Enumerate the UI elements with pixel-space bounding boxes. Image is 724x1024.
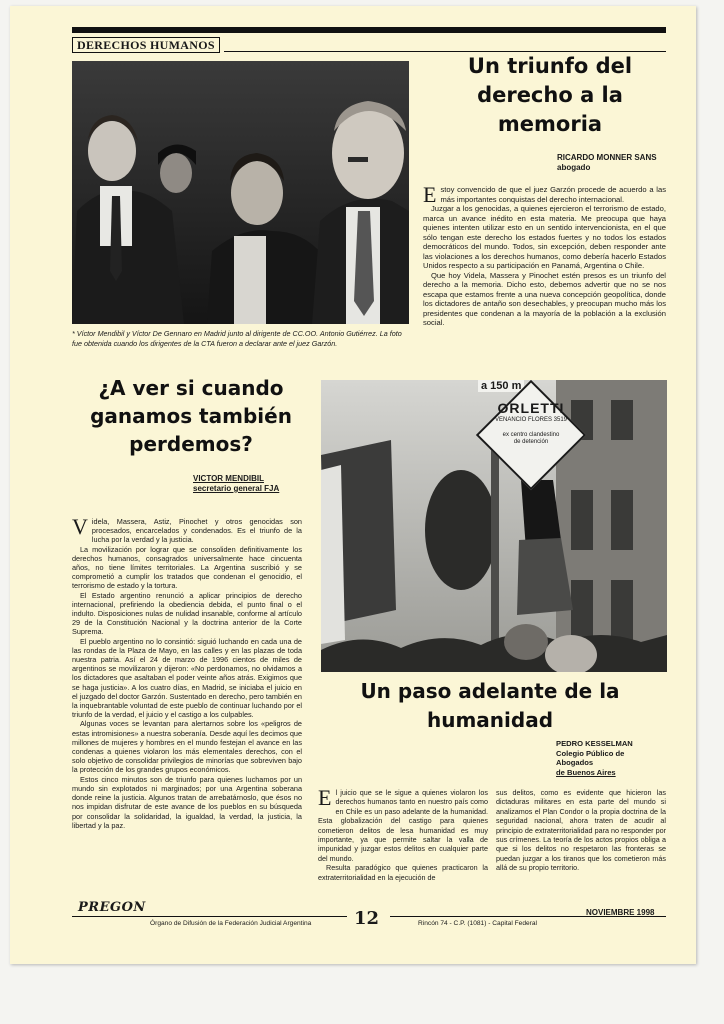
article2-byline	[193, 474, 313, 494]
footer-rule-left	[72, 916, 347, 917]
article2-author-role: secretario general FJA	[193, 484, 280, 493]
photo-caption: * Víctor Mendibil y Víctor De Gennaro en Madrid junto al dirigente de CC.OO. Antonio Gutiérrez. La foto fue obtenida cuando los dirigentes de la CTA fueron a declarar ante el juez Garzón.	[72, 329, 402, 348]
article1-title: Un triunfo del derecho a la memoria	[467, 54, 633, 136]
article3-col2	[496, 788, 666, 873]
article3-author-line: Abogados	[556, 758, 594, 767]
article3-paragraph: l juicio que se le sigue a quienes violaron los derechos humanos tanto en nuestro país como en Chile es un paso adelante de la humanidad. Esta globalización del castigo para quienes cometieron delitos de lesa humanidad es muy importante, ya que permite saltar la valla de impunidad y juzgar estos delitos en cualquier parte del mundo.	[318, 788, 488, 863]
orletti-sign	[476, 380, 586, 476]
photo-orletti	[321, 380, 667, 672]
top-rule	[72, 27, 666, 33]
footer-organ: Órgano de Difusión de la Federación Judicial Argentina	[150, 920, 312, 927]
article1-body	[423, 182, 666, 328]
article3-author-line: Colegio Público de	[556, 748, 625, 758]
photo-madrid	[72, 61, 409, 324]
section-label: DERECHOS HUMANOS	[72, 37, 220, 53]
article2-dropcap: V	[72, 514, 88, 539]
article3-paragraph: sus delitos, como es evidente que hicieron las dictaduras militares en esta parte del mundo si analizamos el Plan Condor o la propia doctrina de la seguridad nacional, ahora traten de acudir al principio de extraterritorialidad para no responder por sus crímenes. La teoría de los actos propios obliga a que si los delitos no respetaron las fronteras se puedan juzgar a los tiranos que los cometieron más allá de su propio territorio.	[496, 788, 666, 873]
page-number: 12	[354, 908, 380, 929]
article2-body	[72, 514, 302, 830]
article2-paragraph: Algunas voces se levantan para alertarnos sobre los «peligros de estas intromisiones» a nuestra soberanía. Desde aquí les decimos que millones de mujeres y hombres en el mundo festejan el avance en las condenas a quienes violaron los más elementales derechos, con el solo objetivo de consolidar privilegios de minorías que sobreviven bajo la protección de los grandes grupos económicos.	[72, 719, 302, 775]
article1-byline	[557, 153, 667, 173]
article3-paragraph: Resulta paradógico que quienes practicaron la extraterritorialidad en la ejecución de	[318, 863, 488, 882]
article2-paragraph: Estos cinco minutos son de triunfo para quienes luchamos por un mundo sin explotados ni marginados; por una Argentina soberana donde reine la justicia. Algunos tratan de arrebatárnoslo, que ésos no nos impidan disfrutar de este avance de los pueblos en su búsqueda por consolidar la solidaridad, la igualdad, la verdad, la justicia, la libertad y la paz.	[72, 774, 302, 830]
sign-line-1: ex centro clandestino	[502, 432, 560, 438]
article3-byline	[556, 739, 671, 777]
article1-paragraph: Juzgar a los genocidas, a quienes ejercieron el terrorismo de estado, marca un avance inédito en esta materia. Me preocupa que haya quienes intenten utilizar esto en un sentido intervencionista, en el que sólo tengan este derecho los estados fuertes y no todos los estados democráticos del mundo. Todos, sin excepción, deben responder ante las violaciones a los derechos humanos, como debería hacerlo Estados Unidos respecto a su participación en Panamá, Argentina o Chile.	[423, 204, 666, 270]
article1-paragraph: Que hoy Videla, Massera y Pinochet estén presos es un triunfo del derecho a la memoria. Dicho esto, debemos advertir que no se nos escapa que estamos frente a una nueva concepción geopolítica, donde los dictadores de antaño son desechables, y preocupan mucho más los presidentes que condenan a la mayoría de la población a la exclusión social.	[423, 270, 666, 327]
article2-title: ¿A ver si cuando ganamos también perdemos?	[90, 376, 292, 456]
sign-address: VENANCIO FLORES 3519	[494, 417, 568, 423]
article3-author-line: de Buenos Aires	[556, 767, 616, 777]
footer-date: NOVIEMBRE 1998	[586, 908, 655, 917]
article2-paragraph: El Estado argentino renunció a aplicar principios de derecho internacional, prefiriendo la obediencia debida, el punto final o el indulto. Disposiciones nulas de nulidad insanable, conforme al artículo 29 de la Constitución Nacional y la doctrina anterior de la Corte Suprema.	[72, 590, 302, 637]
article2-paragraph: idela, Massera, Astiz, Pinochet y otros genocidas son procesados, encarcelados y condenados. Es el triunfo de la lucha por la verdad y la justicia.	[91, 517, 302, 545]
article2-author-name: VICTOR MENDIBIL	[193, 474, 264, 483]
photo-madrid-image	[72, 61, 409, 324]
sign-name: ORLETTI	[497, 400, 565, 416]
article3-dropcap: E	[318, 785, 332, 810]
article3-title: Un paso adelante de la humanidad	[360, 679, 620, 732]
article3-author-line: PEDRO KESSELMAN	[556, 739, 633, 748]
article1-author-role: abogado	[557, 163, 591, 172]
article1-author-name: RICARDO MONNER SANS	[557, 153, 657, 162]
sign-line-2: de detención	[513, 439, 549, 445]
article2-paragraph: El pueblo argentino no lo consintió: siguió luchando en cada una de las rondas de la Plaza de Mayo, en las calles y en las plazas de toda nuestra patria. Así el 24 de marzo de 1996 cientos de miles de argentinos se movilizaron y dijeron: «No perdonamos, no olvidamos a los dictadores que asaltaban el poder veinte años atrás. Exigimos que se haga justicia». A los cuatro días, en Madrid, se iniciaba el juicio en el juzgado del doctor Garzón. Sustentado en derecho, pero también en la inquebrantable voluntad de este pueblo de continuar luchando por el triunfo de la verdad, el juicio y el castigo a los culpables.	[72, 636, 302, 720]
article1-dropcap: E	[423, 182, 437, 207]
article3-col1	[318, 785, 488, 882]
sign-distance: a 150 m	[478, 380, 524, 392]
footer-address: Rincón 74 - C.P. (1081) - Capital Federal	[418, 920, 537, 927]
footer-logo: PREGON	[78, 900, 146, 915]
article2-paragraph: La movilización por lograr que se consoliden definitivamente los derechos humanos, consagrados universalmente hace cincuenta años, no tiene límites territoriales. La Argentina suscribió y se comprometió a cumplir los tratados que condenan el genocidio, el terrorismo de estado y la tortura.	[72, 544, 302, 591]
article1-paragraph: stoy convencido de que el juez Garzón procede de acuerdo a las más importantes conquistas del derecho internacional.	[440, 185, 666, 204]
